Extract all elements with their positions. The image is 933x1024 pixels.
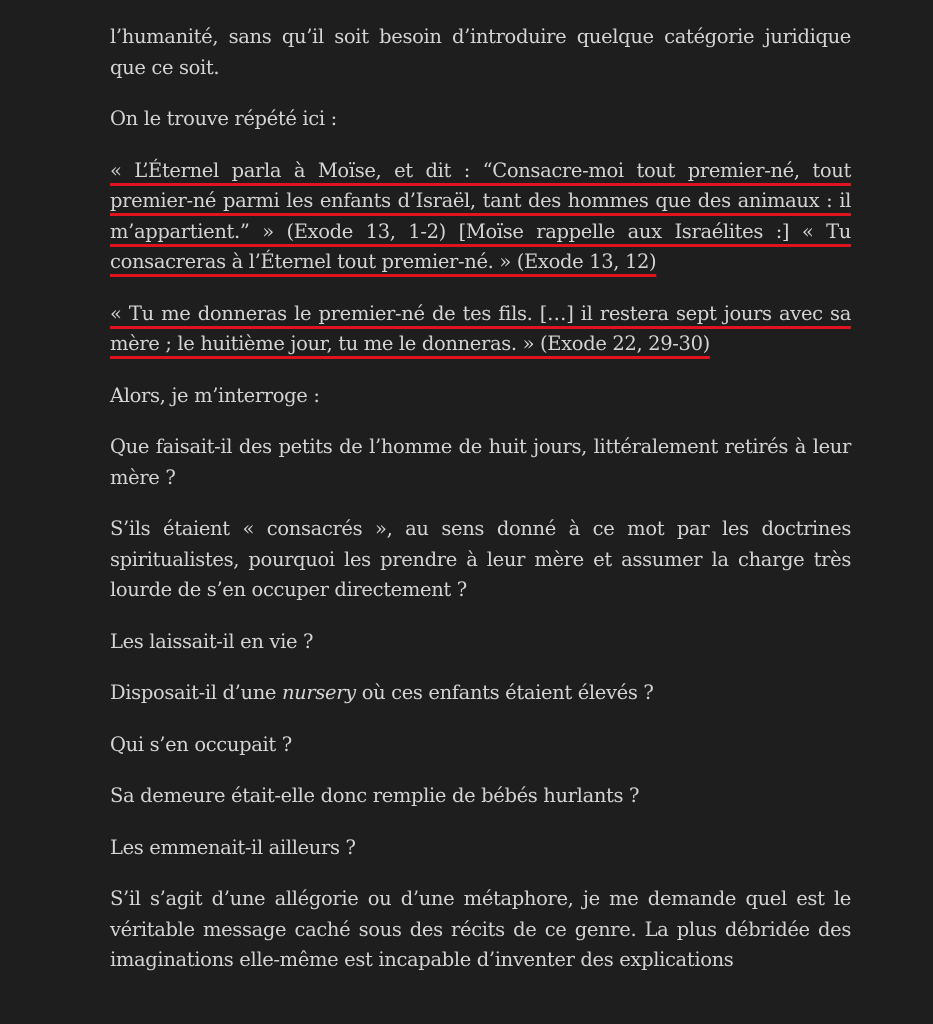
quote-exode-13 [110, 156, 851, 278]
quote-exode-22 [110, 299, 851, 360]
paragraph-allegory: S’il s’agit d’une allégorie ou d’une métaphore, je me demande quel est le véritable message caché sous des récits de ce genre. La plus débridée des imaginations elle-même est incapable d’inventer des explications [110, 887, 851, 971]
paragraph-question-7: Les emmenait-il ailleurs ? [110, 835, 356, 859]
document-body [110, 22, 851, 997]
paragraph-question-1: Que faisait-il des petits de l’homme de huit jours, littéralement retirés à leur mère ? [110, 435, 851, 489]
paragraph-question-2: S’ils étaient « consacrés », au sens donné à ce mot par les doctrines spiritualistes, pourquoi les prendre à leur mère et assumer la charge très lourde de s’en occuper directement ? [110, 517, 851, 601]
text-segment: Disposait-il d’une [110, 681, 282, 704]
paragraph-question-3: Les laissait-il en vie ? [110, 629, 314, 653]
paragraph-question-5: Qui s’en occupait ? [110, 732, 292, 756]
paragraph-continuation: l’humanité, sans qu’il soit besoin d’introduire quelque catégorie juridique que ce soit. [110, 25, 851, 79]
paragraph-intro-quote: On le trouve répété ici : [110, 107, 337, 130]
text-segment: où ces enfants étaient élevés ? [355, 681, 654, 704]
paragraph-question-6: Sa demeure était-elle donc remplie de bébés hurlants ? [110, 784, 640, 807]
paragraph-question-4 [110, 678, 851, 709]
highlighted-quote-exode-22: « Tu me donneras le premier-né de tes fils. […] il restera sept jours avec sa mère ; le huitième jour, tu me le donneras. » (Exode 22, 29-30) [110, 301, 851, 355]
highlighted-quote-exode-13: « L’Éternel parla à Moïse, et dit : “Consacre-moi tout premier-né, tout premier-né parmi les enfants d’Israël, tant des hommes que des animaux : il m’appartient.” » (Exode 13, 1-2) [Moïse rappelle aux Israélites :] « Tu consacreras à l’Éternel tout premier-né. » (Exode 13, 12) [110, 158, 851, 273]
paragraph-question-intro: Alors, je m’interroge : [110, 383, 320, 407]
italic-word-nursery: nursery [281, 681, 356, 704]
